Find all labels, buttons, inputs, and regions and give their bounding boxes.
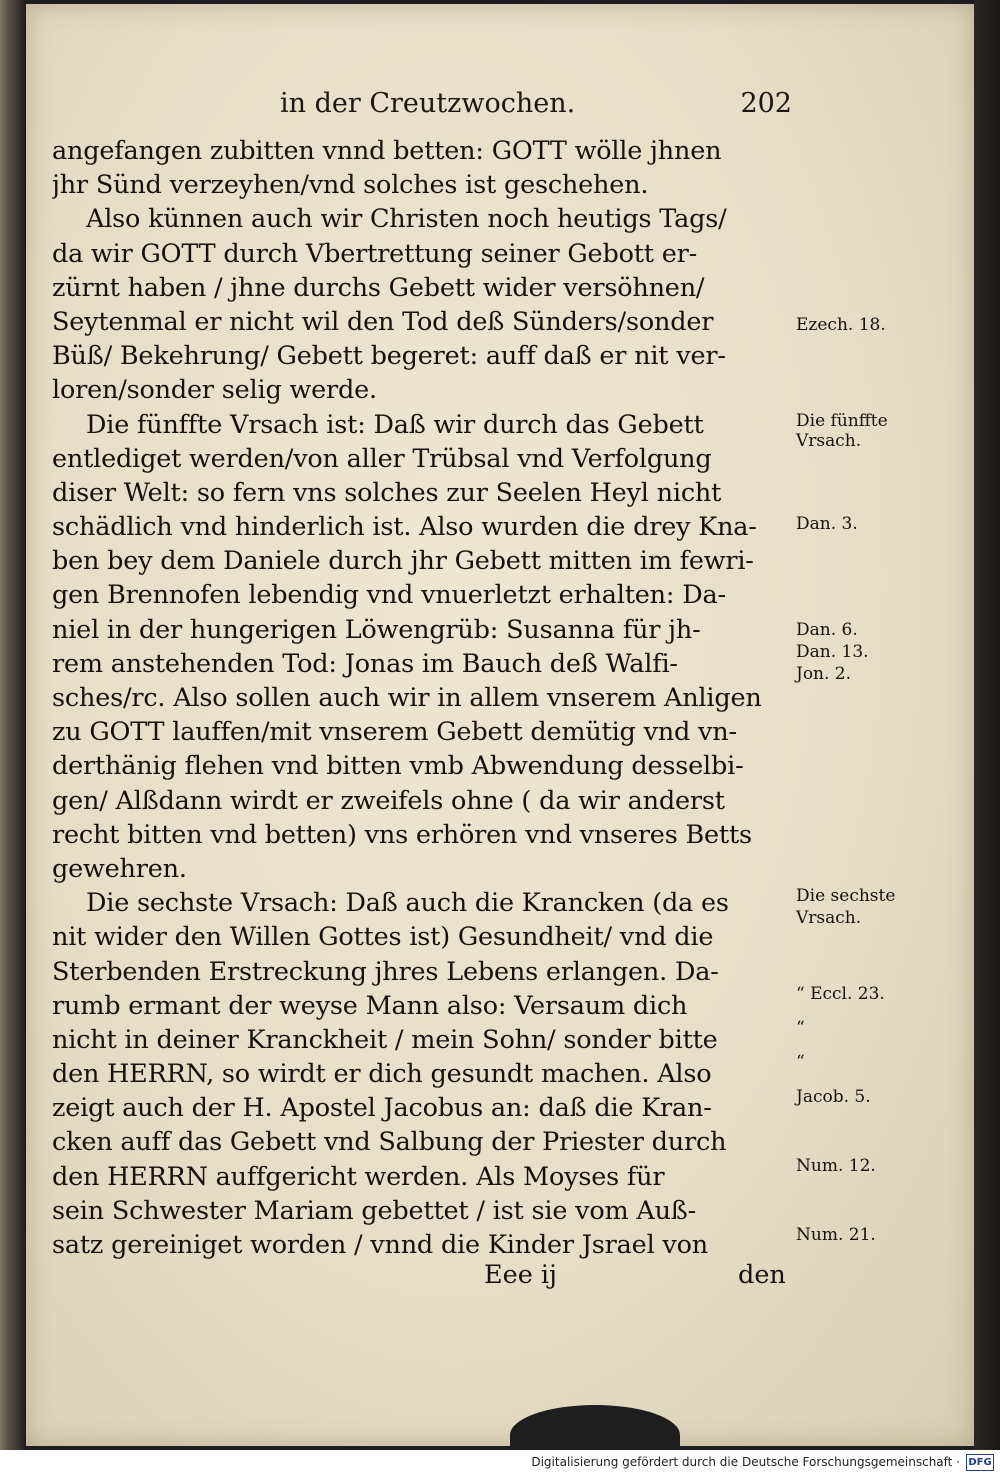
dfg-logo: DFG (966, 1454, 994, 1471)
text-line: rumb ermant der weyse Mann also: Versaum dich (52, 990, 688, 1021)
text-line: da wir GOTT durch Vbertrettung seiner Gebott er- (52, 238, 698, 269)
text-line: zürnt haben / jhne durchs Gebett wider versöhnen/ (52, 272, 705, 303)
margin-note: Vrsach. (796, 431, 862, 451)
main-text-block (52, 134, 787, 1262)
text-line: Die fünffte Vrsach ist: Daß wir durch das Gebett (86, 409, 704, 440)
text-line: sein Schwester Mariam gebettet / ist sie vom Auß- (52, 1195, 697, 1226)
margin-note: Ezech. 18. (796, 315, 886, 335)
text-line: den HERRN, so wirdt er dich gesundt machen. Also (52, 1059, 712, 1090)
book-edge-right (974, 0, 1000, 1450)
text-line: schädlich vnd hinderlich ist. Also wurden die drey Kna- (52, 512, 757, 543)
page-number: 202 (740, 88, 792, 119)
page-header (280, 88, 792, 128)
margin-note: Dan. 3. (796, 514, 858, 534)
text-line: Seytenmal er nicht wil den Tod deß Sünders/sonder (52, 306, 714, 337)
running-title: in der Creutzwochen. (280, 88, 576, 119)
margin-note: “ (796, 1018, 805, 1038)
text-line: ben bey dem Daniele durch jhr Gebett mitten im fewri- (52, 546, 754, 577)
text-line: zeigt auch der H. Apostel Jacobus an: daß die Kran- (52, 1093, 712, 1124)
margin-note: Num. 12. (796, 1156, 876, 1176)
margin-note: Vrsach. (796, 908, 862, 928)
text-line: jhr Sünd verzeyhen/vnd solches ist geschehen. (52, 170, 649, 201)
text-line: entlediget werden/von aller Trübsal vnd Verfolgung (52, 443, 712, 474)
margin-note: Dan. 6. (796, 620, 858, 640)
digitization-footer (0, 1450, 1000, 1476)
text-line: sches/rc. Also sollen auch wir in allem vnserem Anligen (52, 683, 762, 713)
margin-note: “ Eccl. 23. (796, 984, 885, 1004)
text-line: nit wider den Willen Gottes ist) Gesundheit/ vnd die (52, 922, 714, 953)
text-line: angefangen zubitten vnnd betten: GOTT wölle jhnen (52, 136, 722, 166)
margin-note: Die sechste (796, 886, 896, 906)
catchword: den (738, 1260, 786, 1290)
printer-signature: Eee ij (484, 1260, 557, 1290)
text-line: niel in der hungerigen Löwengrüb: Susanna für jh- (52, 614, 701, 645)
margin-note: “ (796, 1052, 805, 1072)
text-line: den HERRN auffgericht werden. Als Moyses für (52, 1161, 665, 1192)
margin-note: Jon. 2. (796, 664, 852, 684)
text-line: zu GOTT lauffen/mit vnserem Gebett demütig vnd vn- (52, 717, 737, 748)
text-line: Also künnen auch wir Christen noch heutigs Tags/ (86, 204, 727, 235)
margin-note: Die fünffte (796, 411, 888, 431)
text-line: Büß/ Bekehrung/ Gebett begeret: auff daß er nit ver- (52, 341, 726, 372)
text-line: derthänig flehen vnd bitten vmb Abwendung desselbi- (52, 751, 744, 782)
text-line: cken auff das Gebett vnd Salbung der Priester durch (52, 1127, 727, 1158)
text-line: Sterbenden Erstreckung jhres Lebens erlangen. Da- (52, 956, 719, 987)
text-line: gewehren. (52, 853, 187, 884)
margin-note: Jacob. 5. (796, 1087, 871, 1107)
text-line: satz gereiniget worden / vnnd die Kinder Jsrael von (52, 1230, 709, 1260)
text-line: loren/sonder selig werde. (52, 375, 377, 406)
book-edge-left (0, 0, 26, 1450)
text-line: gen Brennofen lebendig vnd vnuerletzt erhalten: Da- (52, 580, 726, 611)
text-line: Die sechste Vrsach: Daß auch die Krancken (da es (86, 888, 729, 919)
text-line: rem anstehenden Tod: Jonas im Bauch deß Walfi- (52, 648, 678, 679)
text-line: gen/ Alßdann wirdt er zweifels ohne ( da wir anderst (52, 785, 725, 816)
funding-note: Digitalisierung gefördert durch die Deutsche Forschungsgemeinschaft · (531, 1455, 960, 1469)
margin-note: Num. 21. (796, 1225, 876, 1245)
text-line: recht bitten vnd betten) vns erhören vnd vnseres Betts (52, 819, 752, 850)
text-line: diser Welt: so fern vns solches zur Seelen Heyl nicht (52, 477, 722, 508)
margin-note: Dan. 13. (796, 642, 869, 662)
text-line: nicht in deiner Kranckheit / mein Sohn/ sonder bitte (52, 1024, 718, 1055)
